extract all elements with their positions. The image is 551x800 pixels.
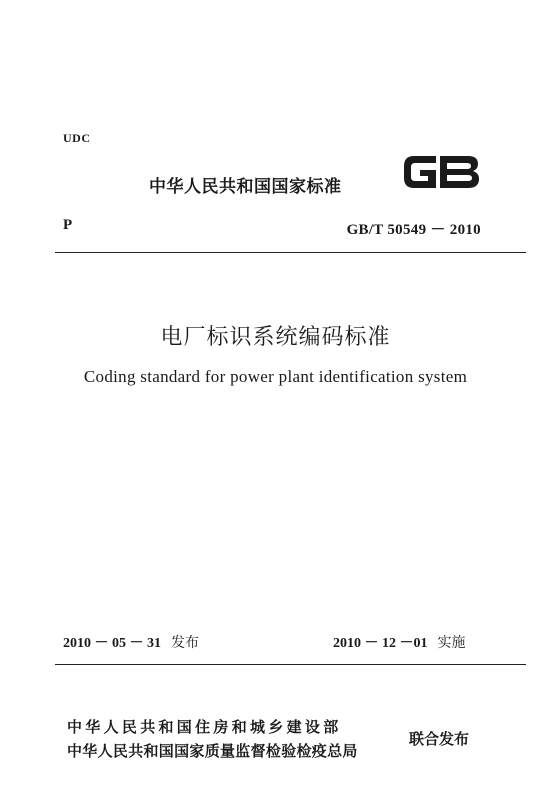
issue-label: 发布 [171,635,199,651]
effective-label: 实施 [437,635,466,651]
joint-release-label: 联合发布 [409,730,470,748]
standard-number: GB/T 50549 － 2010 [346,222,481,238]
national-standard-heading: 中华人民共和国国家标准 [149,177,342,197]
issue-date-line [63,632,199,652]
publisher-authority-2: 中华人民共和国国家质量监督检验检疫总局 [67,742,358,760]
document-title-chinese: 电厂标识系统编码标准 [160,325,391,350]
bottom-divider [55,664,526,665]
top-divider [55,252,526,253]
effective-date-line [333,632,466,652]
publisher-authority-1: 中华人民共和国住房和城乡建设部 [67,718,342,736]
issue-date: 2010 － 05 － 31 [63,636,161,651]
document-title-english: Coding standard for power plant identification system [83,367,468,386]
category-code: P [63,217,73,233]
gb-logo-icon [400,150,482,194]
effective-date: 2010 － 12 －01 [333,636,428,651]
udc-label: UDC [63,131,91,145]
